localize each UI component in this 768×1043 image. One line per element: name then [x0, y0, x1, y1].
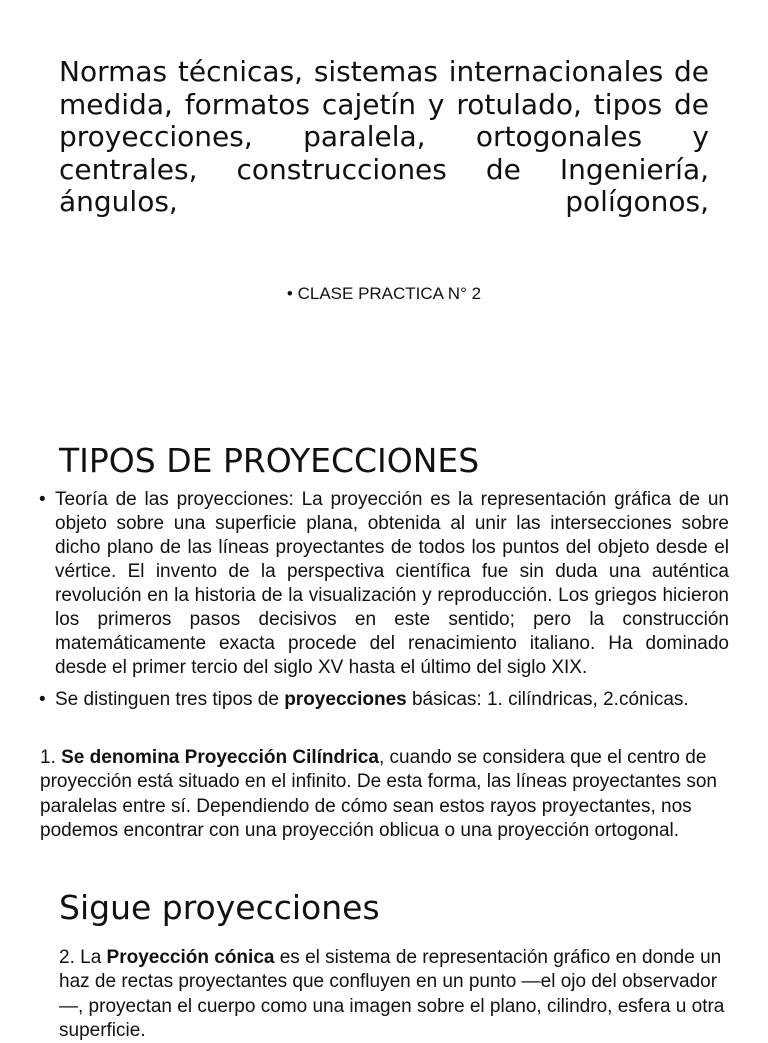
bullet-tipos-bold: proyecciones: [284, 689, 407, 710]
paragraph-cilindrica: [40, 746, 730, 843]
bullet-teoria: • Teoría de las proyecciones: La proyección es la representación gráfica de un objeto sobre una superficie plana, obtenida al unir las intersecciones sobre dicho plano de las líneas proyectantes de todos los puntos del objeto desde el vértice. El invento de la perspectiva científica fue sin duda una auténtica revolución en la historia de la visualización y reproducción. Los griegos hicieron los primeros pasos decisivos en este sentido; pero la construcción matemáticamente exacta procede del renacimiento italiano. Ha dominado desde el primer tercio del siglo XV hasta el último del siglo XIX.: [39, 488, 729, 680]
para-cilindrica-text: , cuando se considera que el centro de proyección está situado en el infinito. De esta forma, las líneas proyectantes son paralelas entre sí. Dependiendo de cómo sean estos rayos proyectantes, nos podemos encontrar con una proyección oblicua o una proyección ortogonal.: [40, 747, 717, 841]
slide-title: Normas técnicas, sistemas internacionales de medida, formatos cajetín y rotulado, tipos de proyecciones, paralela, ortogonales y centrales, construcciones de Ingeniería, ángulos, polígonos,: [59, 55, 709, 218]
para-cilindrica-bold: Se denomina Proyección Cilíndrica: [61, 747, 379, 768]
class-subtitle: • CLASE PRACTICA N° 2: [286, 284, 482, 303]
para-conica-num: 2. La: [59, 947, 107, 968]
bullet-tipos: [39, 688, 729, 712]
para-conica-bold: Proyección cónica: [106, 947, 275, 968]
section-heading-tipos: TIPOS DE PROYECCIONES: [59, 441, 480, 480]
bullet-tipos-pre: Se distinguen tres tipos de: [55, 689, 285, 710]
para-conica-text: es el sistema de representación gráfico en donde un haz de rectas proyectantes que confluyen en un punto —el ojo del observador—, proyectan el cuerpo como una imagen sobre el plano, cilindro, esfera u otra superficie.: [59, 947, 725, 1041]
bullet-tipos-post: básicas: 1. cilíndricas, 2.cónicas.: [406, 689, 689, 710]
paragraph-conica: [59, 946, 729, 1043]
para-cilindrica-num: 1.: [40, 747, 62, 768]
bullet-list: [39, 488, 729, 712]
section-heading-sigue: Sigue proyecciones: [59, 888, 380, 927]
